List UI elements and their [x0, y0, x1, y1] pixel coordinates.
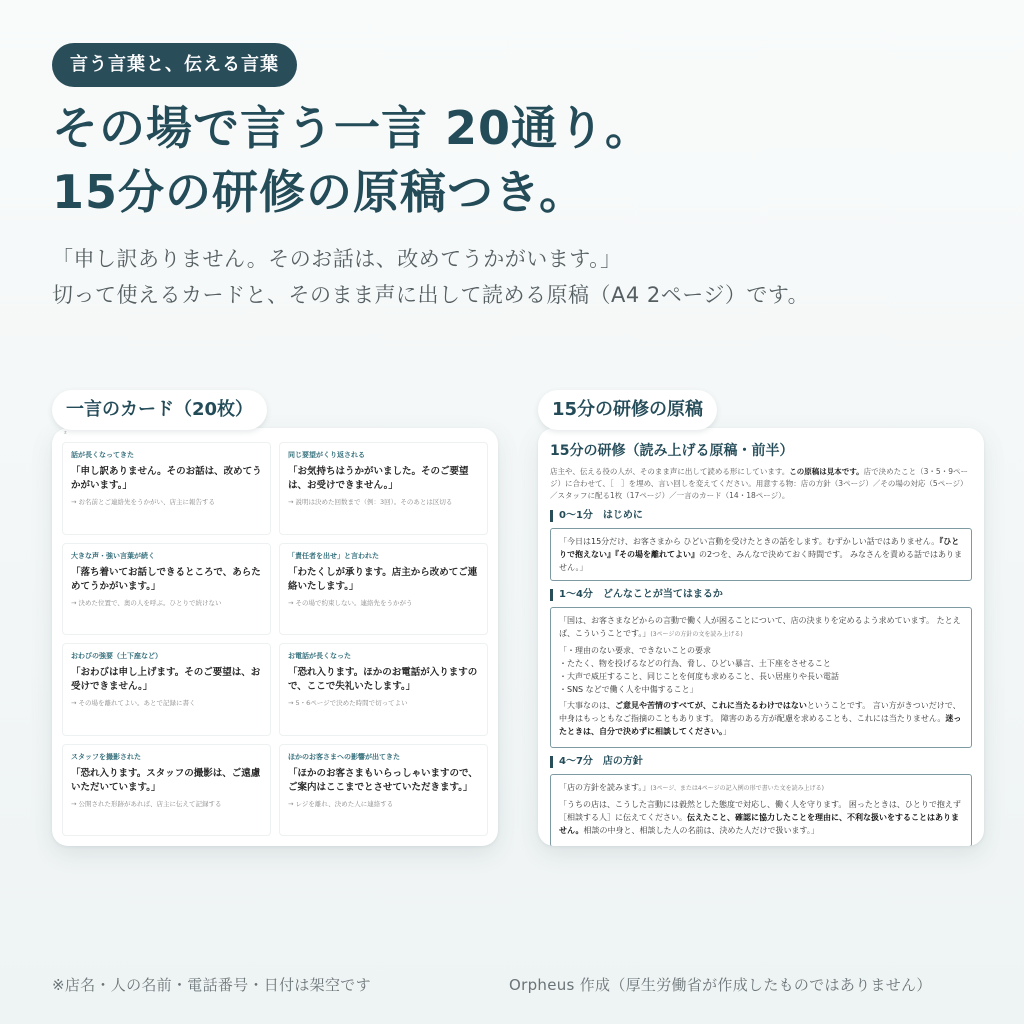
card-phrase: 「おわびは申し上げます。そのご要望は、お受けできません。」 — [71, 667, 261, 692]
section-box — [550, 528, 972, 581]
card-phrase: 「お気持ちはうかがいました。そのご要望は、お受けできません。」 — [288, 466, 469, 491]
phrase-card — [279, 643, 488, 736]
phrase-card — [279, 543, 488, 636]
section-note: (3ページの方針の文を読み上げる) — [650, 631, 743, 638]
card-category: 「責任者を出せ」と言われた — [288, 551, 379, 560]
card-category: 話が長くなってきた — [71, 451, 134, 459]
script-intro-c: 店で決めたこと（3・5・9ページ）に合わせて、［ ］を埋め、言い回しを変えてください。用意する物：店の方針（3ページ）／その場の対応（5ページ）／スタッフに配る1枚（17ページ）／一言のカード（14・18ページ）。 — [550, 467, 968, 500]
subtext — [52, 241, 809, 313]
script-intro-a: 店主や、伝える役の人が、そのまま声に出して読める形にしています。 — [550, 467, 790, 476]
card-note: → 公開された形跡があれば、店主に伝えて記録する — [71, 799, 222, 808]
card-note: → 5・6ページで決めた時間で切ってよい — [288, 699, 408, 707]
section-text: 」 — [723, 727, 731, 736]
bullet-item: 「・理由のない要求、できないことの要求 — [559, 646, 711, 655]
footer-disclaimer: ※店名・人の名前・電話番号・日付は架空です — [52, 976, 371, 994]
cards-mark: ² — [64, 430, 67, 438]
card-note: → その場を離れてよい。あとで記録に書く — [71, 699, 196, 707]
section-note: (3ページ、または4ページの記入例の形で書いた文を読み上げる) — [650, 785, 824, 792]
bullet-item: ・SNS などで働く人を中傷すること」 — [559, 685, 698, 694]
section-heading: 1〜4分 どんなことが当てはまるか — [550, 589, 972, 601]
section-text: 「うちの店は、こうした言動には毅然とした態度で対応し、働く人を守ります。 困ったときは、ひとりで抱えず［相談する人］に伝えてください。 — [559, 800, 961, 822]
card-note: → レジを離れ、決めた人に連絡する — [288, 799, 394, 808]
phrase-card — [62, 543, 271, 636]
category-pill: 言う言葉と、伝える言葉 — [52, 43, 297, 87]
section-text: 「今日は15分だけ、お客さまから ひどい言動を受けたときの話をします。むずかしい話ではありません。 — [559, 537, 940, 546]
card-category: スタッフを撮影された — [71, 752, 141, 761]
headline-line-1: その場で言う一言 20通り。 — [52, 101, 653, 155]
card-note: → その場で約束しない。連絡先をうかがう — [288, 598, 413, 607]
section-text: ということです。 言い方がきついだけで、中身はもっともなご指摘のこともあります。 障害のある方が配慮を求めることも、これには当たりません。 — [559, 701, 961, 723]
bullet-item: ・たたく、物を投げるなどの行為、脅し、ひどい暴言、土下座をさせること — [559, 659, 831, 668]
phrase-card — [62, 442, 271, 535]
card-phrase: 「落ち着いてお話しできるところで、あらためてうかがいます。」 — [71, 566, 261, 592]
section-text-bold: 伝えたこと、確認に協力したことを理由に、不利な扱いをすることはありません。 — [559, 813, 959, 835]
phrase-card — [279, 744, 488, 837]
bullet-item: ・大声で威圧すること、同じことを何度も求めること、長い居座りや長い電話 — [559, 672, 839, 681]
phrase-card — [62, 643, 271, 736]
section-text: 相談の中身と、相談した人の名前は、決めた人だけで扱います。」 — [583, 826, 819, 835]
cards-panel-label: 一言のカード（20枚） — [52, 390, 267, 430]
headline-line-2: 15分の研修の原稿つき。 — [52, 165, 587, 219]
section-heading: 4〜7分 店の方針 — [550, 756, 972, 768]
section-text-bold: 迷ったときは、自分で決めずに相談してください。 — [559, 714, 962, 736]
cards-grid — [62, 442, 488, 836]
card-category: お電話が長くなった — [288, 652, 351, 660]
card-category: おわびの強要（土下座など） — [71, 652, 162, 660]
section-box — [550, 774, 972, 846]
section-text: 「国は、お客さまなどからの言動で働く人が困ることについて、店の決まりを定めるよう求めています。 たとえば、こういうことです。」 — [559, 616, 961, 638]
card-phrase: 「申し訳ありません。そのお話は、改めてうかがいます。」 — [71, 466, 262, 491]
section-box — [550, 607, 972, 748]
card-note: → お名前とご連絡先をうかがい、店主に報告する — [71, 498, 216, 506]
section-text: 「店の方針を読みます。」 — [559, 783, 651, 792]
card-category: 同じ要望がくり返される — [288, 451, 365, 459]
card-phrase: 「わたくしが承ります。店主から改めてご連絡いたします。」 — [288, 566, 478, 592]
headline — [52, 96, 652, 224]
section-text-bold: 『ひとりで抱えない』『その場を離れてよい』 — [559, 537, 960, 559]
subtext-line-2: 切って使えるカードと、そのまま声に出して読める原稿（A4 2ページ）です。 — [52, 283, 810, 307]
card-phrase: 「恐れ入ります。スタッフの撮影は、ご遠慮いただいています。」 — [71, 767, 261, 793]
script-panel-label: 15分の研修の原稿 — [538, 390, 717, 430]
card-category: 大きな声・強い言葉が続く — [71, 551, 155, 560]
phrase-card — [62, 744, 271, 837]
section-text: 「大事なのは、 — [559, 701, 615, 710]
subtext-line-1: 「申し訳ありません。そのお話は、改めてうかがいます。」 — [52, 247, 622, 271]
phrase-card — [279, 442, 488, 535]
section-text-bold: ご意見や苦情のすべてが、これに当たるわけではない — [615, 701, 807, 710]
card-phrase: 「恐れ入ります。ほかのお電話が入りますので、ここで失礼いたします。」 — [288, 667, 478, 692]
section-bullets — [559, 644, 963, 696]
script-panel — [538, 428, 984, 846]
section-heading: 0〜1分 はじめに — [550, 510, 972, 522]
card-note: → 説明は決めた回数まで（例：3回）。そのあとは区切る — [288, 498, 453, 506]
card-phrase: 「ほかのお客さまもいらっしゃいますので、ご案内はここまでとさせていただきます。」 — [288, 767, 478, 793]
script-page — [550, 438, 972, 846]
section-text: の2つを、みんなで決めておく時間です。 みなさんを責める話ではありません。」 — [559, 550, 962, 572]
script-title: 15分の研修（読み上げる原稿・前半） — [550, 443, 794, 459]
card-category: ほかのお客さまへの影響が出てきた — [288, 752, 400, 761]
cards-panel — [52, 428, 498, 846]
script-intro-b: この原稿は見本です。 — [789, 467, 864, 476]
script-intro — [550, 466, 972, 502]
card-note: → 決めた位置で、奥の人を呼ぶ。ひとりで続けない — [71, 598, 222, 607]
footer-credit: Orpheus 作成（厚生労働省が作成したものではありません） — [509, 976, 932, 994]
